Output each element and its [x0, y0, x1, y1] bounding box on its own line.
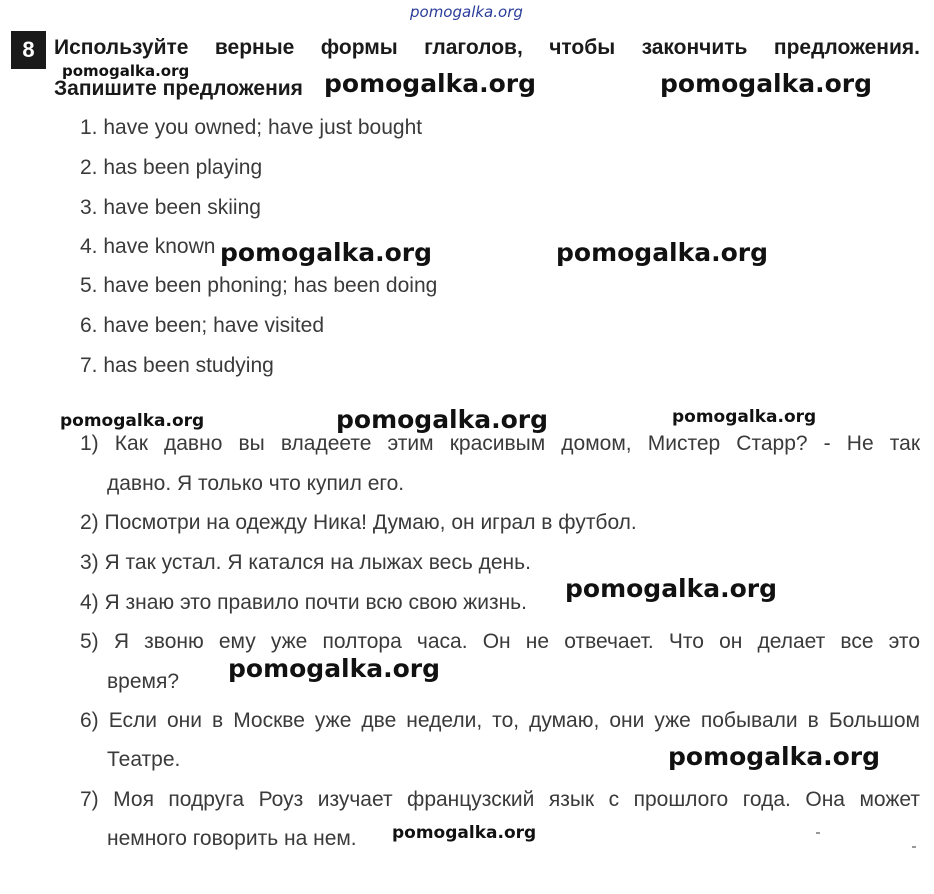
translation-1-line-1: 1) Как давно вы владеете этим красивым домом, Мистер Старр? - Не так — [80, 432, 920, 455]
watermark-10: pomogalka.org — [228, 654, 441, 683]
watermark-6: pomogalka.org — [60, 411, 205, 431]
watermark-11: pomogalka.org — [668, 742, 881, 771]
answer-item-7: 7. has been studying — [80, 354, 274, 377]
watermark-7: pomogalka.org — [336, 405, 549, 434]
translation-2: 2) Посмотри на одежду Ника! Думаю, он играл в футбол. — [80, 511, 637, 534]
translation-5-line-2: время? — [107, 670, 180, 693]
answer-item-6: 6. have been; have visited — [80, 314, 325, 337]
watermark-4: pomogalka.org — [220, 238, 433, 267]
translation-6-line-1: 6) Если они в Москве уже две недели, то, думаю, они уже побывали в Большом — [80, 709, 920, 732]
translation-3: 3) Я так устал. Я катался на лыжах весь день. — [80, 551, 531, 574]
scan-speck — [912, 846, 916, 848]
answer-item-4: 4. have known — [80, 235, 216, 258]
watermark-3: pomogalka.org — [660, 69, 873, 98]
translation-7-line-2: немного говорить на нем. — [107, 827, 357, 850]
translation-5-line-1: 5) Я звоню ему уже полтора часа. Он не отвечает. Что он делает все это — [80, 630, 920, 653]
translation-4: 4) Я знаю это правило почти всю свою жизнь. — [80, 591, 527, 614]
watermark-12: pomogalka.org — [392, 823, 537, 843]
answer-item-2: 2. has been playing — [80, 156, 263, 179]
watermark-8: pomogalka.org — [672, 407, 817, 427]
watermark-top: pomogalka.org — [410, 3, 523, 21]
answer-item-3: 3. have been skiing — [80, 196, 261, 219]
translation-6-line-2: Театре. — [107, 748, 181, 771]
answer-item-1: 1. have you owned; have just bought — [80, 116, 423, 139]
watermark-9: pomogalka.org — [565, 574, 778, 603]
translation-1-line-2: давно. Я только что купил его. — [107, 472, 405, 495]
task-number-badge: 8 — [11, 31, 46, 69]
task-title-line-1: Используйте верные формы глаголов, чтобы закончить предложения. — [54, 36, 920, 59]
scan-speck — [816, 832, 820, 834]
task-title-line-2: Запишите предложения — [54, 77, 303, 100]
watermark-1: pomogalka.org — [62, 62, 190, 80]
translation-7-line-1: 7) Моя подруга Роуз изучает французский язык с прошлого года. Она может — [80, 788, 920, 811]
watermark-5: pomogalka.org — [556, 238, 769, 267]
answer-item-5: 5. have been phoning; has been doing — [80, 274, 438, 297]
watermark-2: pomogalka.org — [324, 69, 537, 98]
